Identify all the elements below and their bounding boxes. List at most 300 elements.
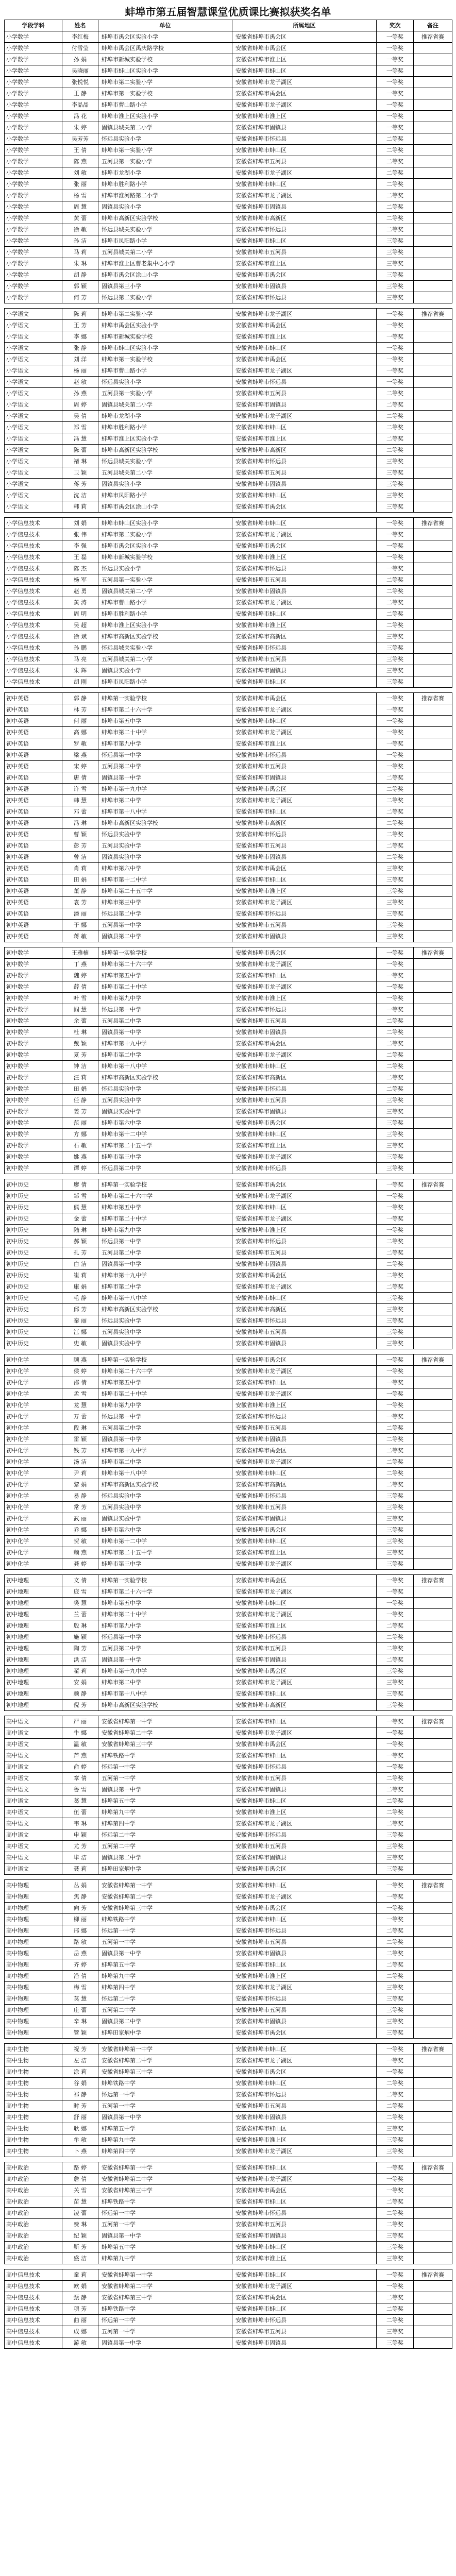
- cell-subject: 小学信息技术: [5, 552, 62, 563]
- cell-unit: 五河县实验中学: [98, 840, 232, 852]
- cell-unit: 固镇县第二中学: [98, 2016, 232, 2027]
- table-row: [5, 863, 452, 874]
- cell-note: [414, 654, 452, 665]
- table-row: [5, 1598, 452, 1609]
- cell-unit: 蚌埠市禹会区实验小学: [98, 540, 232, 552]
- table-row: [5, 1891, 452, 1903]
- cell-unit: 蚌埠铁路中学: [98, 1750, 232, 1761]
- cell-award: 一等奖: [377, 2269, 414, 2281]
- cell-subject: 高中物理: [5, 1891, 62, 1903]
- cell-unit: 五河第一中学: [98, 2219, 232, 2230]
- cell-unit: 固镇县城关第二小学: [98, 399, 232, 411]
- cell-name: 袁 芳: [62, 897, 98, 908]
- cell-subject: 高中生物: [5, 2100, 62, 2112]
- cell-subject: 初中化学: [5, 1456, 62, 1468]
- cell-unit: 蚌埠第四中学: [98, 2146, 232, 2157]
- cell-award: 二等奖: [377, 1937, 414, 1948]
- cell-award: 一等奖: [377, 1609, 414, 1620]
- cell-area: 安徽省蚌埠市高新区: [232, 631, 377, 642]
- cell-award: 三等奖: [377, 467, 414, 479]
- cell-subject: 初中化学: [5, 1400, 62, 1411]
- cell-note: [414, 467, 452, 479]
- cell-name: 徐 斌: [62, 631, 98, 642]
- cell-name: 翟 莉: [62, 1666, 98, 1677]
- table-row: [5, 540, 452, 552]
- cell-note: [414, 2219, 452, 2230]
- cell-name: 余 蕾: [62, 1015, 98, 1027]
- cell-subject: 小学信息技术: [5, 620, 62, 631]
- cell-subject: 高中物理: [5, 1937, 62, 1948]
- table-row: [5, 552, 452, 563]
- cell-name: 黄 蕾: [62, 213, 98, 224]
- cell-subject: 小学信息技术: [5, 654, 62, 665]
- cell-area: 安徽省蚌埠市龙子湖区: [232, 1191, 377, 1202]
- cell-name: 牛 娜: [62, 1727, 98, 1739]
- cell-name: 庄 蕾: [62, 2005, 98, 2016]
- cell-subject: 高中信息技术: [5, 2281, 62, 2292]
- cell-subject: 小学数学: [5, 269, 62, 281]
- cell-subject: 小学数学: [5, 111, 62, 122]
- cell-note: [414, 586, 452, 597]
- cell-unit: 蚌埠市第九中学: [98, 1225, 232, 1236]
- cell-award: 三等奖: [377, 2242, 414, 2253]
- cell-area: 安徽省蚌埠市龙子湖区: [232, 1727, 377, 1739]
- cell-unit: 蚌埠第一实验学校: [98, 693, 232, 704]
- cell-award: 三等奖: [377, 654, 414, 665]
- cell-name: 孙 燕: [62, 388, 98, 399]
- cell-subject: 初中历史: [5, 1236, 62, 1247]
- cell-award: 二等奖: [377, 1061, 414, 1072]
- cell-name: 沈 洁: [62, 490, 98, 501]
- cell-name: 欧 娟: [62, 2281, 98, 2292]
- cell-subject: 小学数学: [5, 43, 62, 54]
- cell-unit: 蚌埠市第五中学: [98, 970, 232, 981]
- cell-award: 三等奖: [377, 676, 414, 688]
- cell-unit: 怀远县实验小学: [98, 133, 232, 145]
- cell-subject: 小学语文: [5, 388, 62, 399]
- cell-area: 安徽省蚌埠市高新区: [232, 1479, 377, 1490]
- cell-note: [414, 1061, 452, 1072]
- cell-area: 安徽省蚌埠市蚌山区: [232, 343, 377, 354]
- cell-note: [414, 1903, 452, 1914]
- cell-award: 二等奖: [377, 1959, 414, 1971]
- group-separator: [5, 513, 452, 518]
- cell-award: 二等奖: [377, 1072, 414, 1083]
- table-row: [5, 1666, 452, 1677]
- cell-unit: 蚌埠市第十九中学: [98, 784, 232, 795]
- cell-subject: 小学数学: [5, 145, 62, 156]
- cell-award: 二等奖: [377, 1971, 414, 1982]
- cell-award: 一等奖: [377, 1575, 414, 1586]
- cell-unit: 蚌埠市蚌山区实验小学: [98, 518, 232, 529]
- cell-unit: 五河县城关第二小学: [98, 654, 232, 665]
- cell-subject: 初中数学: [5, 1117, 62, 1129]
- cell-subject: 高中信息技术: [5, 2315, 62, 2326]
- cell-unit: 固镇县第一中学: [98, 1027, 232, 1038]
- cell-note: [414, 235, 452, 247]
- cell-subject: 小学语文: [5, 365, 62, 377]
- cell-subject: 初中数学: [5, 1151, 62, 1163]
- cell-award: 二等奖: [377, 2292, 414, 2303]
- cell-subject: 小学语文: [5, 377, 62, 388]
- cell-note: [414, 959, 452, 970]
- table-row: [5, 1852, 452, 1863]
- cell-area: 安徽省蚌埠市龙子湖区: [232, 795, 377, 806]
- cell-area: 安徽省蚌埠市蚌山区: [232, 716, 377, 727]
- cell-note: [414, 2100, 452, 2112]
- cell-unit: 蚌埠市第二中学: [98, 1281, 232, 1293]
- cell-area: 安徽省蚌埠市怀远县: [232, 1411, 377, 1422]
- cell-name: 吴晓丽: [62, 65, 98, 77]
- cell-note: [414, 1586, 452, 1598]
- cell-subject: 小学信息技术: [5, 608, 62, 620]
- cell-area: 安徽省蚌埠市龙子湖区: [232, 1281, 377, 1293]
- group-separator-cell: [5, 688, 452, 693]
- cell-area: 安徽省蚌埠市龙子湖区: [232, 1818, 377, 1829]
- table-row: [5, 1863, 452, 1875]
- cell-name: 樊 慧: [62, 1598, 98, 1609]
- table-row: [5, 133, 452, 145]
- cell-unit: 蚌埠市第十八中学: [98, 806, 232, 818]
- cell-note: 推荐省赛: [414, 1880, 452, 1891]
- cell-unit: 固镇县第一中学: [98, 1948, 232, 1959]
- cell-subject: 初中英语: [5, 931, 62, 942]
- cell-subject: 高中语文: [5, 1795, 62, 1807]
- cell-subject: 初中地理: [5, 1609, 62, 1620]
- group-separator: [5, 1711, 452, 1716]
- table-row: [5, 665, 452, 676]
- cell-area: 安徽省蚌埠市五河县: [232, 1841, 377, 1852]
- cell-award: 二等奖: [377, 620, 414, 631]
- cell-note: [414, 1338, 452, 1349]
- cell-subject: 初中化学: [5, 1490, 62, 1502]
- cell-name: 谭 婷: [62, 1163, 98, 1174]
- cell-subject: 初中化学: [5, 1524, 62, 1536]
- cell-name: 蒋 敏: [62, 931, 98, 942]
- table-row: [5, 1072, 452, 1083]
- cell-award: 三等奖: [377, 1293, 414, 1304]
- cell-subject: 小学语文: [5, 343, 62, 354]
- cell-unit: 怀远县城关实验小学: [98, 224, 232, 235]
- cell-unit: 怀远第一中学: [98, 1761, 232, 1773]
- cell-award: 三等奖: [377, 1163, 414, 1174]
- cell-note: 推荐省赛: [414, 2044, 452, 2055]
- cell-unit: 蚌埠市龙湖小学: [98, 167, 232, 179]
- cell-unit: 蚌埠市淮上区实验小学: [98, 433, 232, 445]
- cell-award: 二等奖: [377, 1773, 414, 1784]
- cell-subject: 小学数学: [5, 281, 62, 292]
- cell-name: 倪 芳: [62, 1700, 98, 1711]
- table-row: [5, 1236, 452, 1247]
- cell-area: 安徽省蚌埠市五河县: [232, 761, 377, 772]
- cell-note: [414, 1795, 452, 1807]
- cell-name: 马 莉: [62, 247, 98, 258]
- cell-award: 三等奖: [377, 247, 414, 258]
- cell-subject: 小学数学: [5, 258, 62, 269]
- group-separator: [5, 688, 452, 693]
- cell-award: 二等奖: [377, 133, 414, 145]
- cell-name: 万 蕾: [62, 1411, 98, 1422]
- cell-note: [414, 1688, 452, 1700]
- cell-unit: 蚌埠铁路中学: [98, 2303, 232, 2315]
- cell-unit: 怀远县城关实验小学: [98, 642, 232, 654]
- group-separator: [5, 2157, 452, 2162]
- cell-subject: 高中语文: [5, 1863, 62, 1875]
- table-row: [5, 931, 452, 942]
- cell-award: 二等奖: [377, 1236, 414, 1247]
- cell-area: 安徽省蚌埠市龙子湖区: [232, 1151, 377, 1163]
- cell-name: 曾 洁: [62, 852, 98, 863]
- cell-name: 陈 莉: [62, 309, 98, 320]
- cell-award: 一等奖: [377, 1761, 414, 1773]
- table-row: [5, 2230, 452, 2242]
- cell-award: 一等奖: [377, 704, 414, 716]
- header-name: 姓名: [62, 20, 98, 31]
- cell-award: 一等奖: [377, 1891, 414, 1903]
- table-row: [5, 1677, 452, 1688]
- cell-award: 三等奖: [377, 1688, 414, 1700]
- cell-award: 二等奖: [377, 1445, 414, 1456]
- cell-note: [414, 852, 452, 863]
- cell-award: 二等奖: [377, 597, 414, 608]
- cell-area: 安徽省蚌埠市蚌山区: [232, 65, 377, 77]
- cell-award: 三等奖: [377, 1547, 414, 1558]
- table-row: [5, 874, 452, 886]
- cell-unit: 蚌埠市禹会区涂山小学: [98, 269, 232, 281]
- table-row: [5, 309, 452, 320]
- cell-name: 纪 颖: [62, 2230, 98, 2242]
- cell-area: 安徽省蚌埠市禹会区: [232, 269, 377, 281]
- cell-award: 二等奖: [377, 772, 414, 784]
- cell-award: 一等奖: [377, 738, 414, 750]
- cell-subject: 高中生物: [5, 2055, 62, 2066]
- cell-award: 一等奖: [377, 1179, 414, 1191]
- cell-name: 姚 燕: [62, 1151, 98, 1163]
- cell-note: [414, 829, 452, 840]
- table-row: [5, 365, 452, 377]
- cell-subject: 初中数学: [5, 1095, 62, 1106]
- cell-note: [414, 88, 452, 99]
- cell-subject: 初中化学: [5, 1388, 62, 1400]
- cell-unit: 五河第二中学: [98, 2005, 232, 2016]
- cell-area: 安徽省蚌埠市龙子湖区: [232, 77, 377, 88]
- cell-unit: 蚌埠市淮上区实验小学: [98, 620, 232, 631]
- cell-note: [414, 156, 452, 167]
- cell-area: 安徽省蚌埠市蚌山区: [232, 2269, 377, 2281]
- cell-subject: 初中化学: [5, 1422, 62, 1434]
- cell-unit: 安徽省蚌埠第一中学: [98, 2269, 232, 2281]
- cell-unit: 蚌埠第一实验学校: [98, 947, 232, 959]
- table-row: [5, 1315, 452, 1327]
- table-row: [5, 795, 452, 806]
- cell-unit: 蚌埠第四中学: [98, 1982, 232, 1993]
- cell-note: 推荐省赛: [414, 1575, 452, 1586]
- cell-name: 贺 敏: [62, 1536, 98, 1547]
- cell-award: 一等奖: [377, 320, 414, 331]
- cell-award: 三等奖: [377, 1863, 414, 1875]
- cell-area: 安徽省蚌埠市淮上区: [232, 111, 377, 122]
- cell-award: 二等奖: [377, 1632, 414, 1643]
- cell-note: [414, 99, 452, 111]
- cell-area: 安徽省蚌埠市龙子湖区: [232, 1677, 377, 1688]
- cell-subject: 高中语文: [5, 1852, 62, 1863]
- cell-name: 汪 莉: [62, 1072, 98, 1083]
- cell-name: 段 琳: [62, 1422, 98, 1434]
- table-row: [5, 1377, 452, 1388]
- cell-note: [414, 874, 452, 886]
- cell-area: 安徽省蚌埠市五河县: [232, 574, 377, 586]
- cell-subject: 初中化学: [5, 1513, 62, 1524]
- cell-note: 推荐省赛: [414, 2162, 452, 2174]
- cell-note: [414, 1281, 452, 1293]
- table-row: [5, 235, 452, 247]
- cell-name: 郭 静: [62, 693, 98, 704]
- cell-unit: 怀远县实验中学: [98, 1315, 232, 1327]
- header-award: 奖次: [377, 20, 414, 31]
- cell-note: [414, 1163, 452, 1174]
- table-row: [5, 2174, 452, 2185]
- cell-subject: 初中英语: [5, 806, 62, 818]
- cell-subject: 初中数学: [5, 1083, 62, 1095]
- cell-name: 邹 雪: [62, 1191, 98, 1202]
- cell-note: [414, 1468, 452, 1479]
- cell-subject: 初中英语: [5, 704, 62, 716]
- cell-unit: 蚌埠田家炳中学: [98, 1863, 232, 1875]
- cell-note: [414, 716, 452, 727]
- cell-name: 王 静: [62, 88, 98, 99]
- table-row: [5, 1191, 452, 1202]
- table-row: [5, 1117, 452, 1129]
- cell-note: [414, 43, 452, 54]
- cell-unit: 固镇县第三小学: [98, 281, 232, 292]
- cell-note: [414, 620, 452, 631]
- cell-subject: 小学数学: [5, 292, 62, 303]
- cell-unit: 固镇县实验小学: [98, 665, 232, 676]
- cell-note: [414, 411, 452, 422]
- cell-subject: 小学语文: [5, 309, 62, 320]
- cell-unit: 蚌埠第九中学: [98, 1971, 232, 1982]
- cell-name: 焦 静: [62, 1891, 98, 1903]
- table-row: [5, 806, 452, 818]
- cell-name: 蒋 芳: [62, 479, 98, 490]
- cell-award: 三等奖: [377, 886, 414, 897]
- cell-name: 崔 莉: [62, 1270, 98, 1281]
- cell-award: 三等奖: [377, 1151, 414, 1163]
- cell-subject: 小学数学: [5, 122, 62, 133]
- cell-award: 一等奖: [377, 1598, 414, 1609]
- cell-note: [414, 2315, 452, 2326]
- cell-note: [414, 908, 452, 920]
- cell-subject: 初中历史: [5, 1247, 62, 1259]
- cell-note: [414, 320, 452, 331]
- cell-area: 安徽省蚌埠市龙子湖区: [232, 309, 377, 320]
- cell-subject: 小学数学: [5, 88, 62, 99]
- cell-note: [414, 145, 452, 156]
- cell-area: 安徽省蚌埠市高新区: [232, 1700, 377, 1711]
- cell-subject: 小学数学: [5, 77, 62, 88]
- table-row: [5, 1468, 452, 1479]
- table-row: [5, 784, 452, 795]
- cell-award: 一等奖: [377, 750, 414, 761]
- cell-name: 易 静: [62, 1490, 98, 1502]
- group-separator-cell: [5, 1174, 452, 1179]
- table-row: [5, 1049, 452, 1061]
- group-separator-cell: [5, 1349, 452, 1354]
- cell-name: 牟 敏: [62, 2134, 98, 2146]
- cell-name: 辛 琳: [62, 2016, 98, 2027]
- table-row: [5, 1106, 452, 1117]
- cell-award: 三等奖: [377, 897, 414, 908]
- cell-area: 安徽省蚌埠市怀远县: [232, 1761, 377, 1773]
- cell-unit: 固镇县第二中学: [98, 931, 232, 942]
- cell-subject: 初中地理: [5, 1677, 62, 1688]
- cell-award: 一等奖: [377, 1213, 414, 1225]
- table-row: [5, 2281, 452, 2292]
- cell-area: 安徽省蚌埠市蚌山区: [232, 874, 377, 886]
- cell-area: 安徽省蚌埠市蚌山区: [232, 1468, 377, 1479]
- cell-area: 安徽省蚌埠市龙子湖区: [232, 2174, 377, 2185]
- cell-award: 一等奖: [377, 693, 414, 704]
- cell-award: 三等奖: [377, 1677, 414, 1688]
- cell-area: 安徽省蚌埠市龙子湖区: [232, 1366, 377, 1377]
- cell-note: [414, 2174, 452, 2185]
- table-row: [5, 1620, 452, 1632]
- cell-award: 二等奖: [377, 795, 414, 806]
- cell-name: 李 强: [62, 540, 98, 552]
- cell-award: 三等奖: [377, 1315, 414, 1327]
- cell-area: 安徽省蚌埠市五河县: [232, 1502, 377, 1513]
- cell-unit: 蚌埠市第九中学: [98, 1400, 232, 1411]
- cell-subject: 高中语文: [5, 1773, 62, 1784]
- cell-note: [414, 1117, 452, 1129]
- cell-subject: 初中数学: [5, 1129, 62, 1140]
- cell-unit: 怀远第二中学: [98, 1829, 232, 1841]
- cell-area: 安徽省蚌埠市蚌山区: [232, 2242, 377, 2253]
- table-row: [5, 1914, 452, 1925]
- table-row: [5, 1140, 452, 1151]
- cell-note: [414, 343, 452, 354]
- cell-subject: 高中政治: [5, 2253, 62, 2264]
- cell-award: 三等奖: [377, 1524, 414, 1536]
- cell-subject: 初中数学: [5, 1072, 62, 1083]
- cell-award: 三等奖: [377, 1140, 414, 1151]
- table-row: [5, 1937, 452, 1948]
- cell-area: 安徽省蚌埠市固镇县: [232, 931, 377, 942]
- table-row: [5, 2027, 452, 2039]
- table-row: [5, 343, 452, 354]
- cell-award: 一等奖: [377, 552, 414, 563]
- table-row: [5, 2253, 452, 2264]
- table-row: [5, 1880, 452, 1891]
- cell-note: [414, 1225, 452, 1236]
- cell-area: 安徽省蚌埠市蚌山区: [232, 2196, 377, 2208]
- cell-award: 三等奖: [377, 863, 414, 874]
- cell-unit: 蚌埠市第三中学: [98, 897, 232, 908]
- cell-subject: 初中化学: [5, 1445, 62, 1456]
- table-row: [5, 1015, 452, 1027]
- cell-unit: 五河第一中学: [98, 2100, 232, 2112]
- cell-note: [414, 1643, 452, 1654]
- cell-award: 一等奖: [377, 1727, 414, 1739]
- group-separator: [5, 2039, 452, 2044]
- cell-unit: 安徽省蚌埠第三中学: [98, 2066, 232, 2078]
- cell-note: [414, 1784, 452, 1795]
- cell-unit: 蚌埠铁路中学: [98, 2196, 232, 2208]
- cell-area: 安徽省蚌埠市龙子湖区: [232, 597, 377, 608]
- cell-award: 二等奖: [377, 2078, 414, 2089]
- cell-name: 刘 洋: [62, 354, 98, 365]
- cell-note: [414, 1863, 452, 1875]
